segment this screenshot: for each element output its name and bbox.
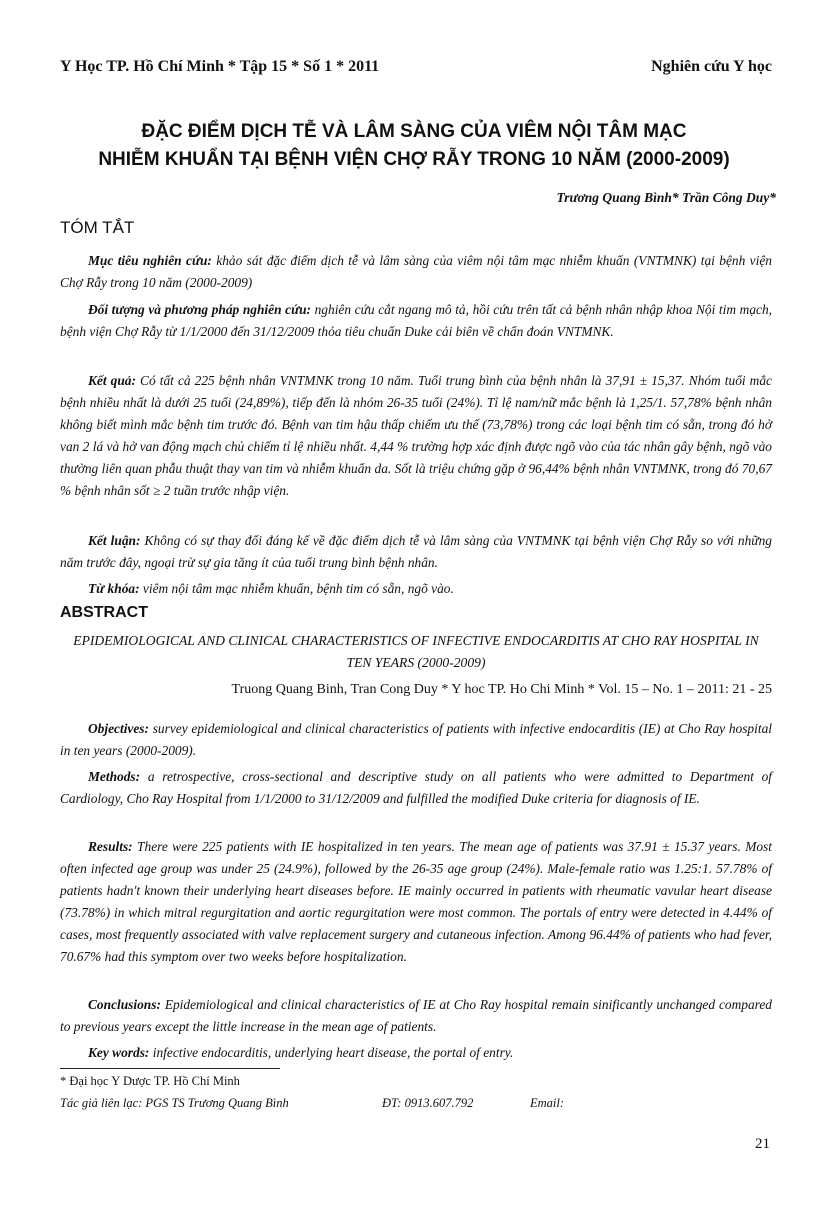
ket-qua-label: Kết quả: — [88, 373, 136, 388]
objectives-label: Objectives: — [88, 721, 149, 736]
objectives-text: survey epidemiological and clinical characteristics of patients with infective endocarditis (IE) at Cho Ray hospital in ten years (2000-2009). — [60, 721, 772, 758]
muc-tieu-label: Mục tiêu nghiên cứu: — [88, 253, 212, 268]
contact-footnote — [60, 1096, 760, 1111]
abstract-heading: ABSTRACT — [60, 604, 148, 621]
methods-label: Methods: — [88, 769, 141, 784]
contact-phone: ĐT: 0913.607.792 — [382, 1096, 474, 1110]
tu-khoa-label: Từ khóa: — [88, 581, 140, 596]
title-line-1: ĐẶC ĐIỂM DỊCH TỄ VÀ LÂM SÀNG CỦA VIÊM NỘI TÂM MẠC — [141, 121, 687, 142]
tu-khoa-text: viêm nội tâm mạc nhiễm khuẩn, bệnh tim có sẵn, ngõ vào. — [142, 581, 454, 596]
citation: Truong Quang Binh, Tran Cong Duy * Y hoc TP. Ho Chi Minh * Vol. 15 – No. 1 – 2011: 21 - 25 — [231, 682, 772, 697]
keywords-text: infective endocarditis, underlying heart disease, the portal of entry. — [152, 1045, 514, 1060]
ket-luan-label: Kết luận: — [88, 533, 141, 548]
footnote-divider — [60, 1068, 280, 1069]
contact-author: Tác giả liên lạc: PGS TS Trương Quang Bình — [60, 1096, 289, 1110]
tu-khoa-paragraph — [60, 578, 772, 600]
muc-tieu-paragraph — [60, 250, 772, 294]
objectives-paragraph — [60, 718, 772, 762]
keywords-paragraph — [60, 1042, 772, 1064]
tom-tat-heading: TÓM TẮT — [60, 218, 135, 237]
journal-header: Y Học TP. Hồ Chí Minh * Tập 15 * Số 1 * 2011 — [60, 58, 380, 75]
muc-tieu-text: khảo sát đặc điểm dịch tễ và lâm sàng của viêm nội tâm mạc nhiễm khuẩn (VNTMNK) tại bệnh viện Chợ Rẫy trong 10 năm (2000-2009) — [60, 253, 772, 290]
ket-luan-text: Không có sự thay đổi đáng kể về đặc điểm dịch tễ và lâm sàng của VNTMNK tại bệnh viện Chợ Rẫy so với những năm trước đây, ngoại trừ sự gia tăng ít của tuổi trung bình bệnh nhân. — [60, 533, 772, 570]
authors: Trương Quang Bình* Trần Công Duy* — [556, 190, 776, 205]
article-title — [40, 118, 788, 174]
affiliation-footnote: * Đại học Y Dược TP. Hồ Chí Minh — [60, 1074, 240, 1088]
doi-tuong-text: nghiên cứu cắt ngang mô tả, hồi cứu trên tất cả bệnh nhân nhập khoa Nội tim mạch, bệnh viện Chợ Rẫy từ 1/1/2000 đến 31/12/2009 thỏa tiêu chuẩn Duke cải biên về chẩn đoán VNTMNK. — [60, 302, 772, 339]
methods-text: a retrospective, cross-sectional and descriptive study on all patients who were admitted to Department of Cardiology, Cho Ray Hospital from 1/1/2000 to 31/12/2009 and fulfilled the modified Duke criteria for diagnosis of IE. — [60, 769, 772, 806]
title-line-2: NHIỄM KHUẨN TẠI BỆNH VIỆN CHỢ RẪY TRONG 10 NĂM (2000-2009) — [98, 149, 730, 170]
conclusions-paragraph — [60, 994, 772, 1038]
conclusions-label: Conclusions: — [88, 997, 161, 1012]
methods-paragraph — [60, 766, 772, 810]
ket-luan-paragraph — [60, 530, 772, 574]
results-text: There were 225 patients with IE hospitalized in ten years. The mean age of patients was 37.91 ± 15.37 years. Most often infected age group was under 25 (24.9%), followed by the 26-35 age group (24%). Male-female ratio was 1.25:1. 57.78% of patients hadn't known their underlying heart diseases before. IE mainly occurred in patients with rheumatic vavular heart disease (73.78%) in which mitral regurgitation and aortic regurgitation were most common. The portals of entry were detected in 4.44% of cases, most frequently associated with valve replacement surgery and cutaneous infection. Among 96.44% of patients who had fever, 70.67% had this symptom over two weeks before hospitalization. — [60, 839, 772, 964]
ket-qua-paragraph — [60, 370, 772, 502]
page-number: 21 — [755, 1136, 770, 1152]
ket-qua-text: Có tất cả 225 bệnh nhân VNTMNK trong 10 năm. Tuổi trung bình của bệnh nhân là 37,91 ± 15,37. Nhóm tuổi mắc bệnh nhiều nhất là dưới 25 tuổi (24,89%), tiếp đến là nhóm 26-35 tuổi (24%). Tỉ lệ nam/nữ mắc bệnh là 1,25/1. 57,78% bệnh nhân không biết mình mắc bệnh tim trước đó. Bệnh van tim hậu thấp chiếm ưu thế (73,78%) trong các loại bệnh tim có sẵn, trong đó hở van 2 lá và hở van động mạch chủ chiếm tỉ lệ nhiều nhất. 4,44 % trường hợp xác định được ngõ vào của tác nhân gây bệnh, ngõ vào thường liên quan phẫu thuật thay van tim và nhiễm khuẩn da. Sốt là triệu chứng gặp ở 96,44% bệnh nhân VNTMNK, trong đó 70,67 % bệnh nhân sốt ≥ 2 tuần trước nhập viện. — [60, 373, 772, 498]
doi-tuong-paragraph — [60, 299, 772, 343]
abstract-title: EPIDEMIOLOGICAL AND CLINICAL CHARACTERISTICS OF INFECTIVE ENDOCARDITIS AT CHO RAY HOSPITAL IN TEN YEARS (2000-2009) — [73, 633, 759, 670]
doi-tuong-label: Đối tượng và phương pháp nghiên cứu: — [88, 302, 311, 317]
results-label: Results: — [88, 839, 133, 854]
keywords-label: Key words: — [88, 1045, 150, 1060]
section-header: Nghiên cứu Y học — [651, 58, 772, 75]
results-paragraph — [60, 836, 772, 968]
conclusions-text: Epidemiological and clinical characteristics of IE at Cho Ray hospital remain sinificantly unchanged compared to previous years except the little increase in the mean age of patients. — [60, 997, 772, 1034]
contact-email: Email: — [530, 1096, 565, 1110]
